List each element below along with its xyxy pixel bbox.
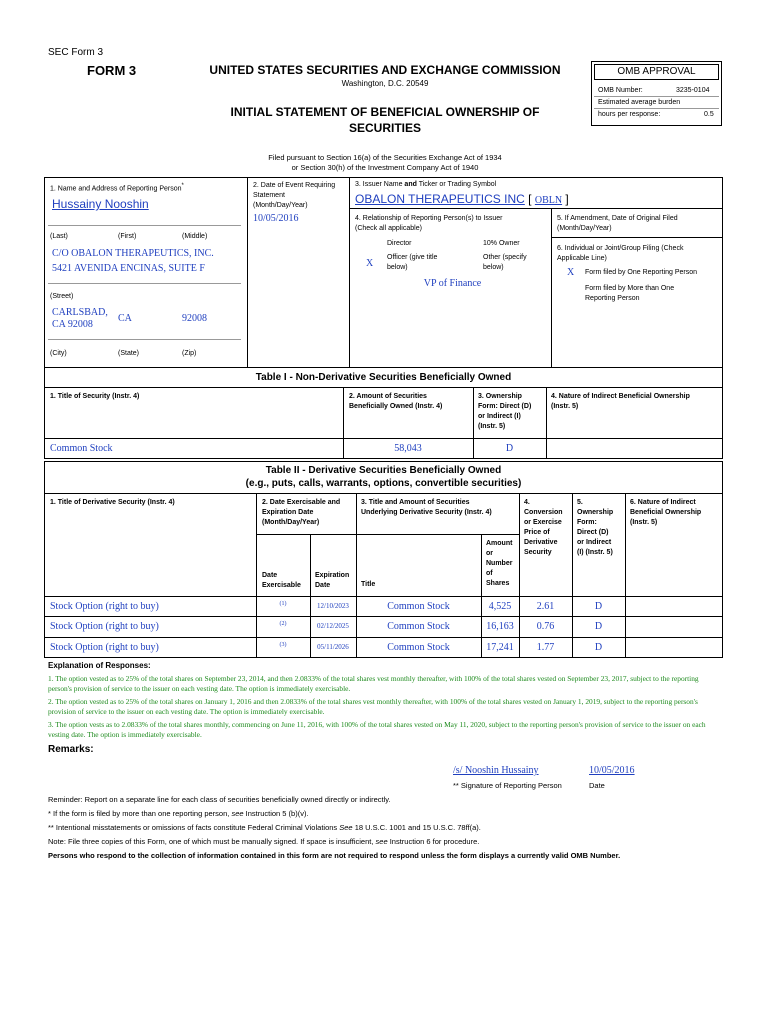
zip-label: (Zip) xyxy=(182,350,197,357)
footnote-1: 1. The option vested as to 25% of the total shares on September 23, 2014, and then 2.0833% of the total shares vest monthly thereafter, with 100% of the total shares vested on September 23, 2017, subject to the reporting person's provision of service to the issuer on each vesting date. The option is immediately exercisable. xyxy=(48,674,699,693)
table-2-title: Table II - Derivative Securities Beneficially Owned xyxy=(265,465,502,476)
table-1-col-amount: 2. Amount of Securities Beneficially Owned (Instr. 4) xyxy=(349,393,443,410)
ownership-form: D xyxy=(594,642,603,653)
omb-divider xyxy=(594,96,719,97)
middle-label: (Middle) xyxy=(182,233,208,240)
omb-number: 3235-0104 xyxy=(676,87,710,94)
footnote-ref: (2) xyxy=(279,621,287,627)
city-underline xyxy=(48,339,241,340)
table-2-subtitle: (e.g., puts, calls, warrants, options, convertible securities) xyxy=(245,478,522,489)
filed-pursuant-line1: Filed pursuant to Section 16(a) of the Securities Exchange Act of 1934 xyxy=(268,153,502,162)
table-2-col-conversion: 4. Conversion or Exercise Price of Derivative Security xyxy=(524,499,563,556)
address-line1: C/O OBALON THERAPEUTICS, INC. xyxy=(52,248,214,259)
issuer-label: 3. Issuer Name and Ticker or Trading Symbol xyxy=(355,181,497,188)
form-number: FORM 3 xyxy=(87,63,137,78)
individual-filing-check-mark: X xyxy=(567,267,575,278)
officer-label: Officer (give title below) xyxy=(387,254,438,271)
divider xyxy=(44,493,723,494)
derivative-title: Stock Option (right to buy) xyxy=(50,601,159,612)
footnote-ref: (1) xyxy=(279,601,287,607)
table-1-title: Table I - Non-Derivative Securities Beneficially Owned xyxy=(255,372,512,383)
derivative-title: Stock Option (right to buy) xyxy=(50,642,159,653)
signature-label: ** Signature of Reporting Person xyxy=(453,781,562,790)
agency-title: UNITED STATES SECURITIES AND EXCHANGE COMMISSION xyxy=(209,63,561,77)
amendment-date-label: 5. If Amendment, Date of Original Filed (Month/Day/Year) xyxy=(557,215,678,232)
name-underline xyxy=(48,225,241,226)
footnote-3: 3. The option vests as to 2.0833% of the total shares monthly, commencing on June 11, 2016, with 100% of the total shares vested on May 11, 2020, subject to the reporting person's provision of service to the issuer on each vesting date. The option is immediately exercisable. xyxy=(48,720,706,739)
underlying-title: Common Stock xyxy=(387,642,450,653)
street-label: (Street) xyxy=(50,293,74,300)
filing-type-label: 6. Individual or Joint/Group Filing (Check Applicable Line) xyxy=(557,245,684,262)
table-2-col-ownership: 5. Ownership Form: Direct (D) or Indirect (I) (Instr. 5) xyxy=(577,499,614,556)
underlying-title: Common Stock xyxy=(387,601,450,612)
table-2-sub-expiration: Expiration Date xyxy=(315,572,350,589)
divider xyxy=(551,208,552,368)
divider xyxy=(349,208,723,209)
instruction-line-3: Note: File three copies of this Form, one of which must be manually signed. If space is insufficient, see Instruction 6 for procedure. xyxy=(48,837,480,846)
table-1-col-nature: 4. Nature of Indirect Beneficial Ownership (Instr. 5) xyxy=(551,393,690,410)
table-2-col-title: 1. Title of Derivative Security (Instr. 4) xyxy=(50,499,175,506)
table-1-col-title: 1. Title of Security (Instr. 4) xyxy=(50,393,140,400)
divider xyxy=(519,493,520,658)
divider xyxy=(551,237,723,238)
footnote-2: 2. The option vested as to 25% of the total shares on January 1, 2016 and then 2.0833% of the total shares vest monthly thereafter, with 100% of the total shares vested on January 1, 2019, subject to the reporting person's provision of service to the issuer on each vesting date. The option is immediately exercisable. xyxy=(48,697,698,716)
divider xyxy=(247,177,248,368)
address-underline xyxy=(48,283,241,284)
more-than-one-label: Form filed by More than One Reporting Person xyxy=(585,285,675,302)
remarks-heading: Remarks: xyxy=(48,744,94,755)
instruction-line-1: * If the form is filed by more than one reporting person, see Instruction 5 (b)(v). xyxy=(48,809,309,818)
divider xyxy=(256,534,519,535)
underlying-amount: 4,525 xyxy=(488,601,512,612)
ownership-form: D xyxy=(594,601,603,612)
expiration-date: 12/10/2023 xyxy=(317,602,349,610)
sec-form-label: SEC Form 3 xyxy=(48,47,104,58)
divider xyxy=(44,596,723,597)
expiration-date: 02/12/2025 xyxy=(317,622,349,630)
omb-divider xyxy=(594,108,719,109)
instruction-line-2: ** Intentional misstatements or omissions of facts constitute Federal Criminal Violations See 18 U.S.C. 1001 and 15 U.S.C. 78ff(a). xyxy=(48,823,481,832)
form-title-line1: INITIAL STATEMENT OF BENEFICIAL OWNERSHIP OF xyxy=(230,105,540,119)
omb-hours-label: hours per response: xyxy=(598,111,661,118)
footnote-ref: (3) xyxy=(279,642,287,648)
divider xyxy=(44,438,723,439)
underlying-amount: 17,241 xyxy=(486,642,514,653)
last-label: (Last) xyxy=(50,233,68,240)
relationship-label: 4. Relationship of Reporting Person(s) to Issuer (Check all applicable) xyxy=(355,215,503,232)
exercise-price: 2.61 xyxy=(536,601,555,612)
table-2-sub-amount: Amount or Number of Shares xyxy=(486,540,513,587)
underlying-amount: 16,163 xyxy=(486,621,514,632)
omb-burden-label: Estimated average burden xyxy=(598,99,681,106)
divider xyxy=(625,493,626,658)
event-date-label: 2. Date of Event Requiring Statement (Month/Day/Year) xyxy=(253,182,336,209)
officer-title-value: VP of Finance xyxy=(423,278,482,289)
ten-percent-owner-label: 10% Owner xyxy=(483,240,520,247)
other-label: Other (specify below) xyxy=(483,254,527,271)
zip-value: 92008 xyxy=(182,313,207,324)
derivative-title: Stock Option (right to buy) xyxy=(50,621,159,632)
issuer-name-row xyxy=(355,192,569,206)
table-1-row-form: D xyxy=(505,443,514,454)
table-2-sub-date-exercisable: Date Exercisable xyxy=(262,572,301,589)
reporting-person-name-link[interactable]: Hussainy Nooshin xyxy=(52,197,149,211)
officer-check-mark: X xyxy=(366,258,374,269)
table-2-col-dates: 2. Date Exercisable and Expiration Date (Month/Day/Year) xyxy=(262,499,341,526)
exercise-price: 0.76 xyxy=(536,621,555,632)
divider xyxy=(256,493,257,658)
divider xyxy=(44,637,723,638)
first-label: (First) xyxy=(118,233,137,240)
omb-hours-value: 0.5 xyxy=(704,111,714,118)
table-1-col-ownership: 3. Ownership Form: Direct (D) or Indirect (I) (Instr. 5) xyxy=(478,393,532,430)
event-date-value: 10/05/2016 xyxy=(253,213,299,224)
signature-name: /s/ Nooshin Hussainy xyxy=(453,765,539,776)
table-1-row-title: Common Stock xyxy=(50,443,113,454)
one-reporting-person-label: Form filed by One Reporting Person xyxy=(585,269,698,276)
table-2-sub-title: Title xyxy=(361,581,376,588)
reminder-text: Reminder: Report on a separate line for each class of securities beneficially owned directly or indirectly. xyxy=(48,795,391,804)
form-title-line2: SECURITIES xyxy=(348,121,421,135)
divider xyxy=(349,177,350,368)
agency-city: Washington, D.C. 20549 xyxy=(341,79,429,88)
divider xyxy=(356,493,357,658)
omb-approval-title: OMB APPROVAL xyxy=(594,64,719,80)
expiration-date: 05/11/2026 xyxy=(317,643,349,651)
divider xyxy=(44,616,723,617)
date-label: Date xyxy=(589,781,605,790)
omb-notice: Persons who respond to the collection of information contained in this form are not required to respond unless the form displays a currently valid OMB Number. xyxy=(48,851,621,860)
divider xyxy=(481,534,482,658)
divider xyxy=(44,387,723,388)
divider xyxy=(572,493,573,658)
divider xyxy=(310,534,311,658)
ticker-link[interactable]: OBLN xyxy=(534,195,563,206)
signature-date: 10/05/2016 xyxy=(589,765,635,776)
city-value-line2: CA 92008 xyxy=(52,319,93,330)
exercise-price: 1.77 xyxy=(536,642,555,653)
filed-pursuant-line2: or Section 30(h) of the Investment Company Act of 1940 xyxy=(291,163,479,172)
reporting-person-label: 1. Name and Address of Reporting Person* xyxy=(50,183,184,193)
omb-number-label: OMB Number: xyxy=(598,87,643,94)
table-2-col-nature: 6. Nature of Indirect Beneficial Ownership (Instr. 5) xyxy=(630,499,702,526)
state-label: (State) xyxy=(118,350,140,357)
city-label: (City) xyxy=(50,350,67,357)
issuer-name-link[interactable]: OBALON THERAPEUTICS INC xyxy=(355,192,525,206)
explanation-heading: Explanation of Responses: xyxy=(48,661,151,670)
state-value: CA xyxy=(118,313,132,324)
director-label: Director xyxy=(387,240,412,247)
ticker-bracket-open: [ xyxy=(528,192,532,206)
underlying-title: Common Stock xyxy=(387,621,450,632)
address-line2: 5421 AVENIDA ENCINAS, SUITE F xyxy=(52,263,205,274)
table-2-col-underlying: 3. Title and Amount of Securities Underlying Derivative Security (Instr. 4) xyxy=(361,499,492,516)
divider xyxy=(546,387,547,459)
table-1-row-amount: 58,043 xyxy=(394,443,422,454)
ownership-form: D xyxy=(594,621,603,632)
ticker-bracket-close: ] xyxy=(565,192,569,206)
city-value: CARLSBAD, xyxy=(52,307,108,318)
